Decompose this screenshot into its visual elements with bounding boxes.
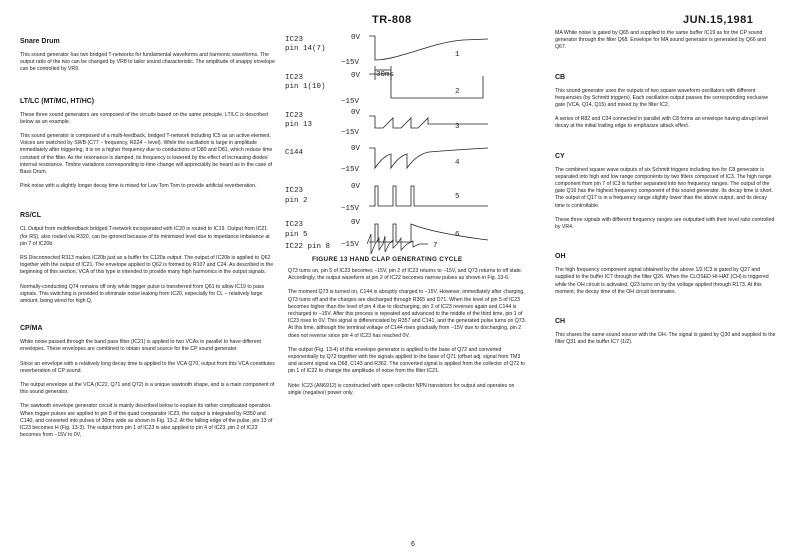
wave-label-6a: IC23 bbox=[285, 221, 304, 229]
cpma-text-2: Since an envelope with a relatively long decay time is applied to the VCA Q70, output from this VCA constitutes reverberation of CP sound. bbox=[20, 360, 275, 374]
middle-text-3: The output (Fig. 13-4) of this envelope generator is applied to the base of Q72 and converted exponentially by Q72 together with the signals applied to the base of Q71 (offset adj. signal from TM3 and accent signal via D68, C143 and R362. The converted signal is applied from the collector of Q72 to pin 1 of IC22 to change the amplitude of noise from the filter IC21. bbox=[288, 346, 525, 375]
level-3-15v: −15V bbox=[341, 129, 360, 137]
wave-label-1a: IC23 bbox=[285, 36, 304, 44]
level-1-0v: 0V bbox=[351, 34, 361, 42]
oh-text: The high frequency component signal obtained by the above 1/2 IC3 is gated by Q27 and supplied to the buffer IC7 through the filter Q26. When the CLOSED HI-HAT (CH) is triggered while the OH circuit is activated, Q23 turns on by the voltage applied through R173. At this moment, the decay time of the OH circuit terminates. bbox=[555, 267, 769, 295]
level-3-0v: 0V bbox=[351, 109, 361, 117]
cb-text-1: This sound generator uses the outputs of two square waveform oscillators with different frequencies (by Schmitt triggers). Each oscillation output passes the corresponding exclusive gate (VCA, Q14, Q15) and mixed by the filter IC2. bbox=[555, 87, 769, 109]
wave-label-3b: pin 13 bbox=[285, 121, 313, 129]
level-2-15v: −15V bbox=[341, 98, 360, 106]
ch-text: This shares the same sound source with the OH. The signal is gated by Q30 and supplied to the filter Q31 and the buffer IC7 (1/2). bbox=[555, 332, 776, 346]
wave-label-1b: pin 14(7) bbox=[285, 45, 326, 53]
cpma-heading: CP/MA bbox=[20, 325, 43, 333]
wave-label-4: C144 bbox=[285, 149, 304, 157]
right-column bbox=[555, 30, 777, 353]
level-4-15v: −15V bbox=[341, 166, 360, 174]
cpma-text-3: The output envelope at the VCA (IC22, Q71 and Q72) is a unique sawtooth shape, and is a main component of this sound generator. bbox=[20, 382, 275, 396]
wave-number-3: 3 bbox=[455, 123, 460, 131]
wave-1-trace bbox=[369, 36, 488, 60]
left-column bbox=[20, 38, 275, 447]
ltlc-heading: LT/LC (MT/MC, HT/HC) bbox=[20, 97, 95, 105]
wave-5-trace bbox=[369, 186, 488, 206]
level-5-15v: −15V bbox=[341, 205, 360, 213]
cpma-text-4: The sawtooth envelope generator circuit is mainly described below to explain its rather complicated operation. When trigger pulses are applied to pin 8 of the quad comparator IC23, the output is integrated by R350 and C140, and converted into pulses of 30ms wide as shown in Fig. 13-2. At the falling edge of the pulse, pin 13 of IC23 becomes H (Fig. 13-3). The output from pin 1 of IC23 is also applied to pin 4 of IC23, pin 2 of IC23 becomes from −15V to 0V, bbox=[20, 403, 273, 439]
wave-label-2b: pin 1(10) bbox=[285, 83, 326, 91]
wave-number-1: 1 bbox=[455, 51, 460, 59]
cy-text-2: These three signals with different frequency ranges are outputted with their level ratio controlled by VR4. bbox=[555, 216, 775, 231]
wave-label-6b: pin 5 bbox=[285, 231, 308, 239]
cy-text-1: The combined square wave outputs of six Schmitt triggers including two for C8 generator is separated into high and low range components by two filters composed of IC3. The high range component from pin 7 of IC3 is further separated into two frequency ranges. The output of the gate Q16 has the highest frequency component of this sound generator. Its decay time is short. The output of Q17 is in a frequency range slightly lower than the above output, and its decay time is controllable. bbox=[555, 166, 774, 209]
rscl-text-1: CL Output from multifeedback bridged T-network incorporated with IC20 is routed to IC19. Output from IC21 (for RS), also routed via R320, can be ignored because of its minimized level due to impedance imbalance at pin 7 of IC20b. bbox=[20, 226, 270, 247]
cb-text-2: A series of R82 and C34 connected in parallel with C8 forms an envelope having abrupt level decay at the initial trailing edge to emphasize attack effect. bbox=[555, 116, 769, 130]
level-6-15v: −15V bbox=[341, 241, 360, 249]
rscl-text-3: Normally-conducting Q74 remains off only while trigger pulse is transferred from Q61 to allow IC19 to pass signals. This switching is provided to eliminate noise leaking from IC20, especially for CL − relatively large amount, being wired for high Q. bbox=[20, 283, 265, 305]
wave-label-5a: IC23 bbox=[285, 187, 304, 195]
wave-label-7-visible: IC22 pin 8 bbox=[285, 243, 331, 251]
wave-number-2: 2 bbox=[455, 88, 460, 96]
hand-clap-output-waveform bbox=[283, 232, 533, 256]
wave-number-5: 5 bbox=[455, 193, 460, 201]
figure-caption: FIGURE 13 HAND CLAP GENERATING CYCLE bbox=[312, 256, 463, 263]
middle-note: Note: IC23 (AN6912) is constructed with open collector NPN transistors for output and operates on single (negative) power only. bbox=[288, 382, 515, 396]
wave-7-trace bbox=[367, 234, 428, 254]
oh-heading: OH bbox=[555, 253, 566, 261]
level-6-0v: 0V bbox=[351, 219, 361, 227]
page-number: 6 bbox=[411, 541, 415, 548]
wave-3-trace bbox=[369, 116, 488, 128]
ltlc-text-3: Pink noise with a slightly longer decay time is mixed for Low Tom Tom to provide artificial reverberation. bbox=[20, 183, 257, 190]
snare-drum-text: This sound generator has two bridged T-networks for fundamental waveforms and harmonic waveforms. The output ratio of the two can be changed by VR8 to tailor sound characteristic. The amplitude of snappy envelope can be controlled by VR9. bbox=[20, 52, 275, 73]
wave-number-4: 4 bbox=[455, 159, 460, 167]
middle-text-1: Q73 turns on, pin 5 of IC23 becomes −15V, pin 2 of IC23 returns to −15V, and Q73 returns to off state. Accordingly, the output waveform at pin 2 of IC22 becomes narrow pulses as shown in Fig. 13-6. bbox=[288, 268, 523, 282]
rscl-heading: RS/CL bbox=[20, 212, 41, 220]
wave-number-6: 6 bbox=[455, 231, 460, 239]
wave-4-trace bbox=[369, 148, 488, 168]
cy-heading: CY bbox=[555, 152, 565, 160]
wave-label-3a: IC23 bbox=[285, 112, 304, 120]
middle-text-2: The moment Q73 is turned on, C144 is abruptly charged to −15V. However, immediately after charging, Q73 turns off and the charges are discharged through R365 and D71. When the level of pin 5 of IC23 becomes higher than the level of pin 4 due to discharging, pin 2 of IC23 reverses again and C144 is recharged to −15V. After this process is repeated and advanced to the middle of the third time, pin 1 of IC23 rises to 0V. This signal is differenciated by R357 and C141, and the generated pulse turns on Q73. At this time, although the terminal voltage of C144 rises gradually from −15V due to discharging, pin 2 does not reverse since pin 4 of IC23 has reached 0V. bbox=[288, 289, 527, 339]
middle-column bbox=[288, 268, 528, 404]
level-4-0v: 0V bbox=[351, 145, 361, 153]
level-2-0v: 0V bbox=[351, 72, 361, 80]
timing-label: 30ms bbox=[376, 71, 395, 79]
document-date: JUN.15,1981 bbox=[683, 14, 754, 26]
cb-heading: CB bbox=[555, 73, 566, 81]
ch-heading: CH bbox=[555, 318, 566, 326]
ltlc-text-1: These three sound generators are composed of the circuits based on the same principle. LT/LC is described below as an example. bbox=[20, 111, 268, 125]
level-1-15v: −15V bbox=[341, 59, 360, 67]
document-model: TR-808 bbox=[372, 14, 412, 26]
wave-label-2a: IC23 bbox=[285, 74, 304, 82]
hand-clap-waveform-figure bbox=[283, 28, 533, 256]
wave-label-5b: pin 2 bbox=[285, 197, 308, 205]
ltlc-text-2: This sound generator is composed of a multi-feedback, bridged T-network including IC5 as an active element. Voices are switched by SWB (C77 − frequency, R224 − level). While the oscillation is large in amplitude immediately after triggering, it is on a higher frequency due to conductions of D80 and D81, which reduce time constant of the filter. As the resonance is damped, its frequency is lowered by the effect of increasing diodes' internal resistance. Timbre variations corresponding to time change will appreciably be heard as in the case of Bass Drum. bbox=[20, 133, 273, 176]
snare-drum-heading: Snare Drum bbox=[20, 38, 60, 45]
cpma-text-1: White noise passed through the band pass filter (IC21) is applied to two VCAs in parallel to have different envelopes. These envelopes are combined to obtain sound source for the CP sound generator. bbox=[20, 339, 261, 353]
rscl-text-2: RS Disconnected R313 makes IC20b just as a buffer for C120a output. The output of IC20b is applied to Q62 together with the output of IC21. The envelope applied to Q62 is formed by R107 and C24. As described in the beginning of this section, VCA of this type is intended to provide many high harmonics in the output signals. bbox=[20, 255, 274, 276]
ma-text: MA White noise is gated by Q65 and supplied to the same buffer IC19 as for the CP sound generator through the filter Q68. Envelope for MA sound generator is generated by Q66 and Q67. bbox=[555, 30, 766, 51]
wave-number-7: 7 bbox=[433, 242, 438, 250]
level-5-0v: 0V bbox=[351, 183, 361, 191]
